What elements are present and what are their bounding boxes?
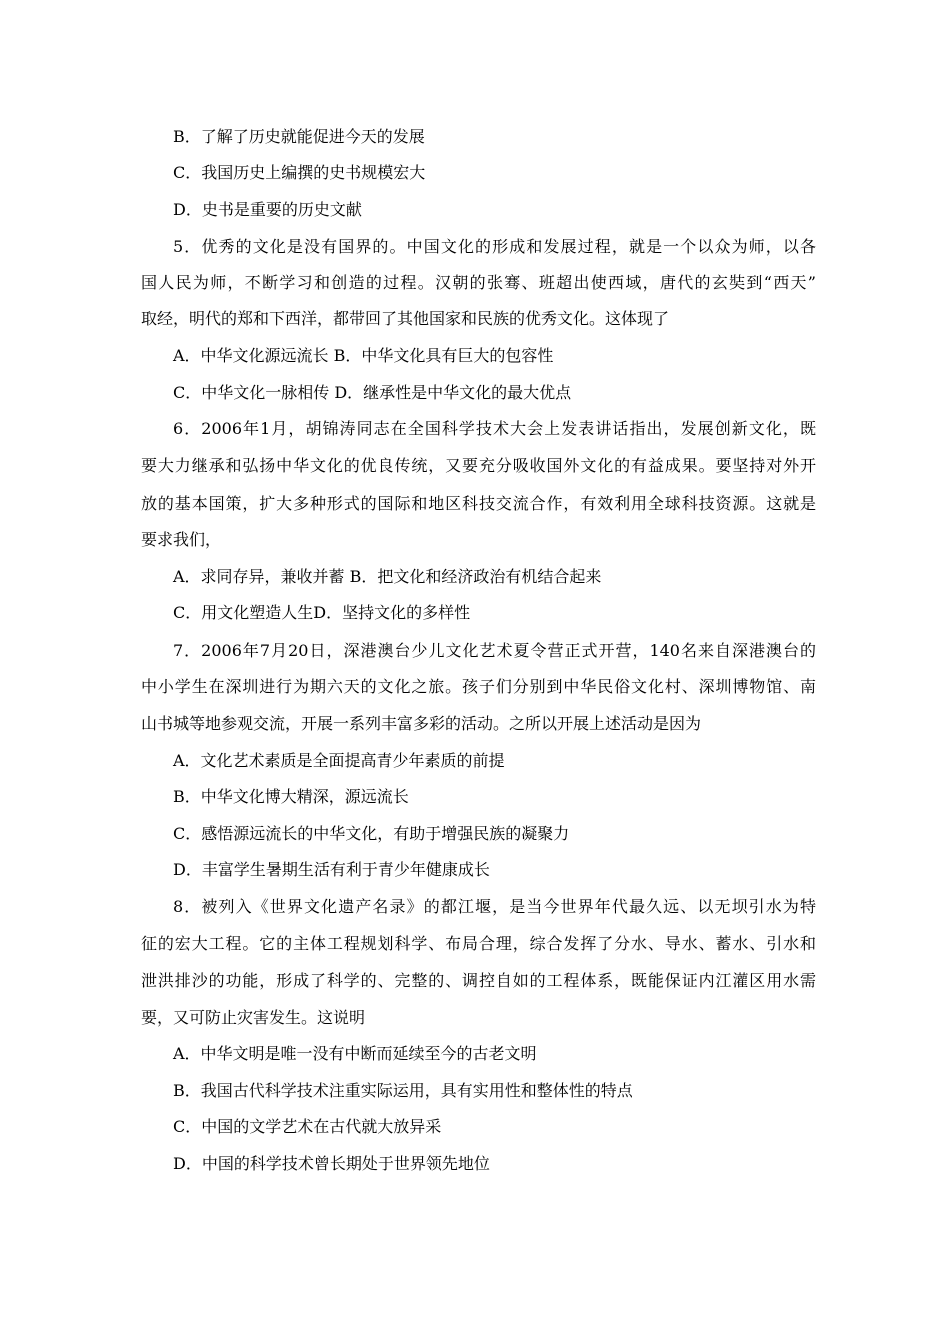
option-line: B．中华文化博大精深，源远流长 bbox=[173, 787, 409, 806]
option-line: A．文化艺术素质是全面提高青少年素质的前提 bbox=[173, 751, 505, 770]
question-5-stem: 5．优秀的文化是没有国界的。中国文化的形成和发展过程，就是一个以众为师，以各 bbox=[173, 237, 816, 256]
option-line: D．丰富学生暑期生活有利于青少年健康成长 bbox=[173, 860, 490, 879]
option-line: C．中华文化一脉相传 D．继承性是中华文化的最大优点 bbox=[173, 383, 572, 402]
question-6-stem: 放的基本国策，扩大多种形式的国际和地区科技交流合作，有效利用全球科技资源。这就是 bbox=[141, 494, 816, 513]
question-6-stem: 要大力继承和弘扬中华文化的优良传统，又要充分吸收国外文化的有益成果。要坚持对外开 bbox=[141, 456, 816, 475]
question-5-stem: 取经，明代的郑和下西洋，都带回了其他国家和民族的优秀文化。这体现了 bbox=[141, 309, 670, 328]
question-7-stem: 中小学生在深圳进行为期六天的文化之旅。孩子们分别到中华民俗文化村、深圳博物馆、南 bbox=[141, 677, 816, 696]
question-8-stem: 征的宏大工程。它的主体工程规划科学、布局合理，综合发挥了分水、导水、蓄水、引水和 bbox=[141, 934, 816, 953]
option-line: B．我国古代科学技术注重实际运用，具有实用性和整体性的特点 bbox=[173, 1081, 633, 1100]
question-8-stem: 要，又可防止灾害发生。这说明 bbox=[141, 1008, 366, 1027]
option-line: C．感悟源远流长的中华文化，有助于增强民族的凝聚力 bbox=[173, 824, 570, 843]
question-6-stem: 要求我们， bbox=[141, 530, 222, 549]
question-5-stem: 国人民为师，不断学习和创造的过程。汉朝的张骞、班超出使西域，唐代的玄奘到“西天” bbox=[141, 273, 816, 292]
question-7-stem: 7．2006年7月20日，深港澳台少儿文化艺术夏令营正式开营，140名来自深港澳台的 bbox=[173, 641, 816, 660]
question-7-stem: 山书城等地参观交流，开展一系列丰富多彩的活动。之所以开展上述活动是因为 bbox=[141, 714, 702, 733]
option-line: D．中国的科学技术曾长期处于世界领先地位 bbox=[173, 1154, 490, 1173]
option-line: B．了解了历史就能促进今天的发展 bbox=[173, 127, 425, 146]
option-line: D．史书是重要的历史文献 bbox=[173, 200, 362, 219]
question-8-stem: 泄洪排沙的功能，形成了科学的、完整的、调控自如的工程体系，既能保证内江灌区用水需 bbox=[141, 971, 816, 990]
option-line: C．中国的文学艺术在古代就大放异采 bbox=[173, 1117, 442, 1136]
option-line: A．中华文明是唯一没有中断而延续至今的古老文明 bbox=[173, 1044, 537, 1063]
option-line: A．求同存异，兼收并蓄 B．把文化和经济政治有机结合起来 bbox=[173, 567, 602, 586]
option-line: C．用文化塑造人生D．坚持文化的多样性 bbox=[173, 603, 471, 622]
option-line: A．中华文化源远流长 B．中华文化具有巨大的包容性 bbox=[173, 346, 554, 365]
question-8-stem: 8．被列入《世界文化遗产名录》的都江堰，是当今世界年代最久远、以无坝引水为特 bbox=[173, 897, 816, 916]
option-line: C．我国历史上编撰的史书规模宏大 bbox=[173, 163, 426, 182]
question-6-stem: 6．2006年1月，胡锦涛同志在全国科学技术大会上发表讲话指出，发展创新文化，既 bbox=[173, 419, 816, 438]
